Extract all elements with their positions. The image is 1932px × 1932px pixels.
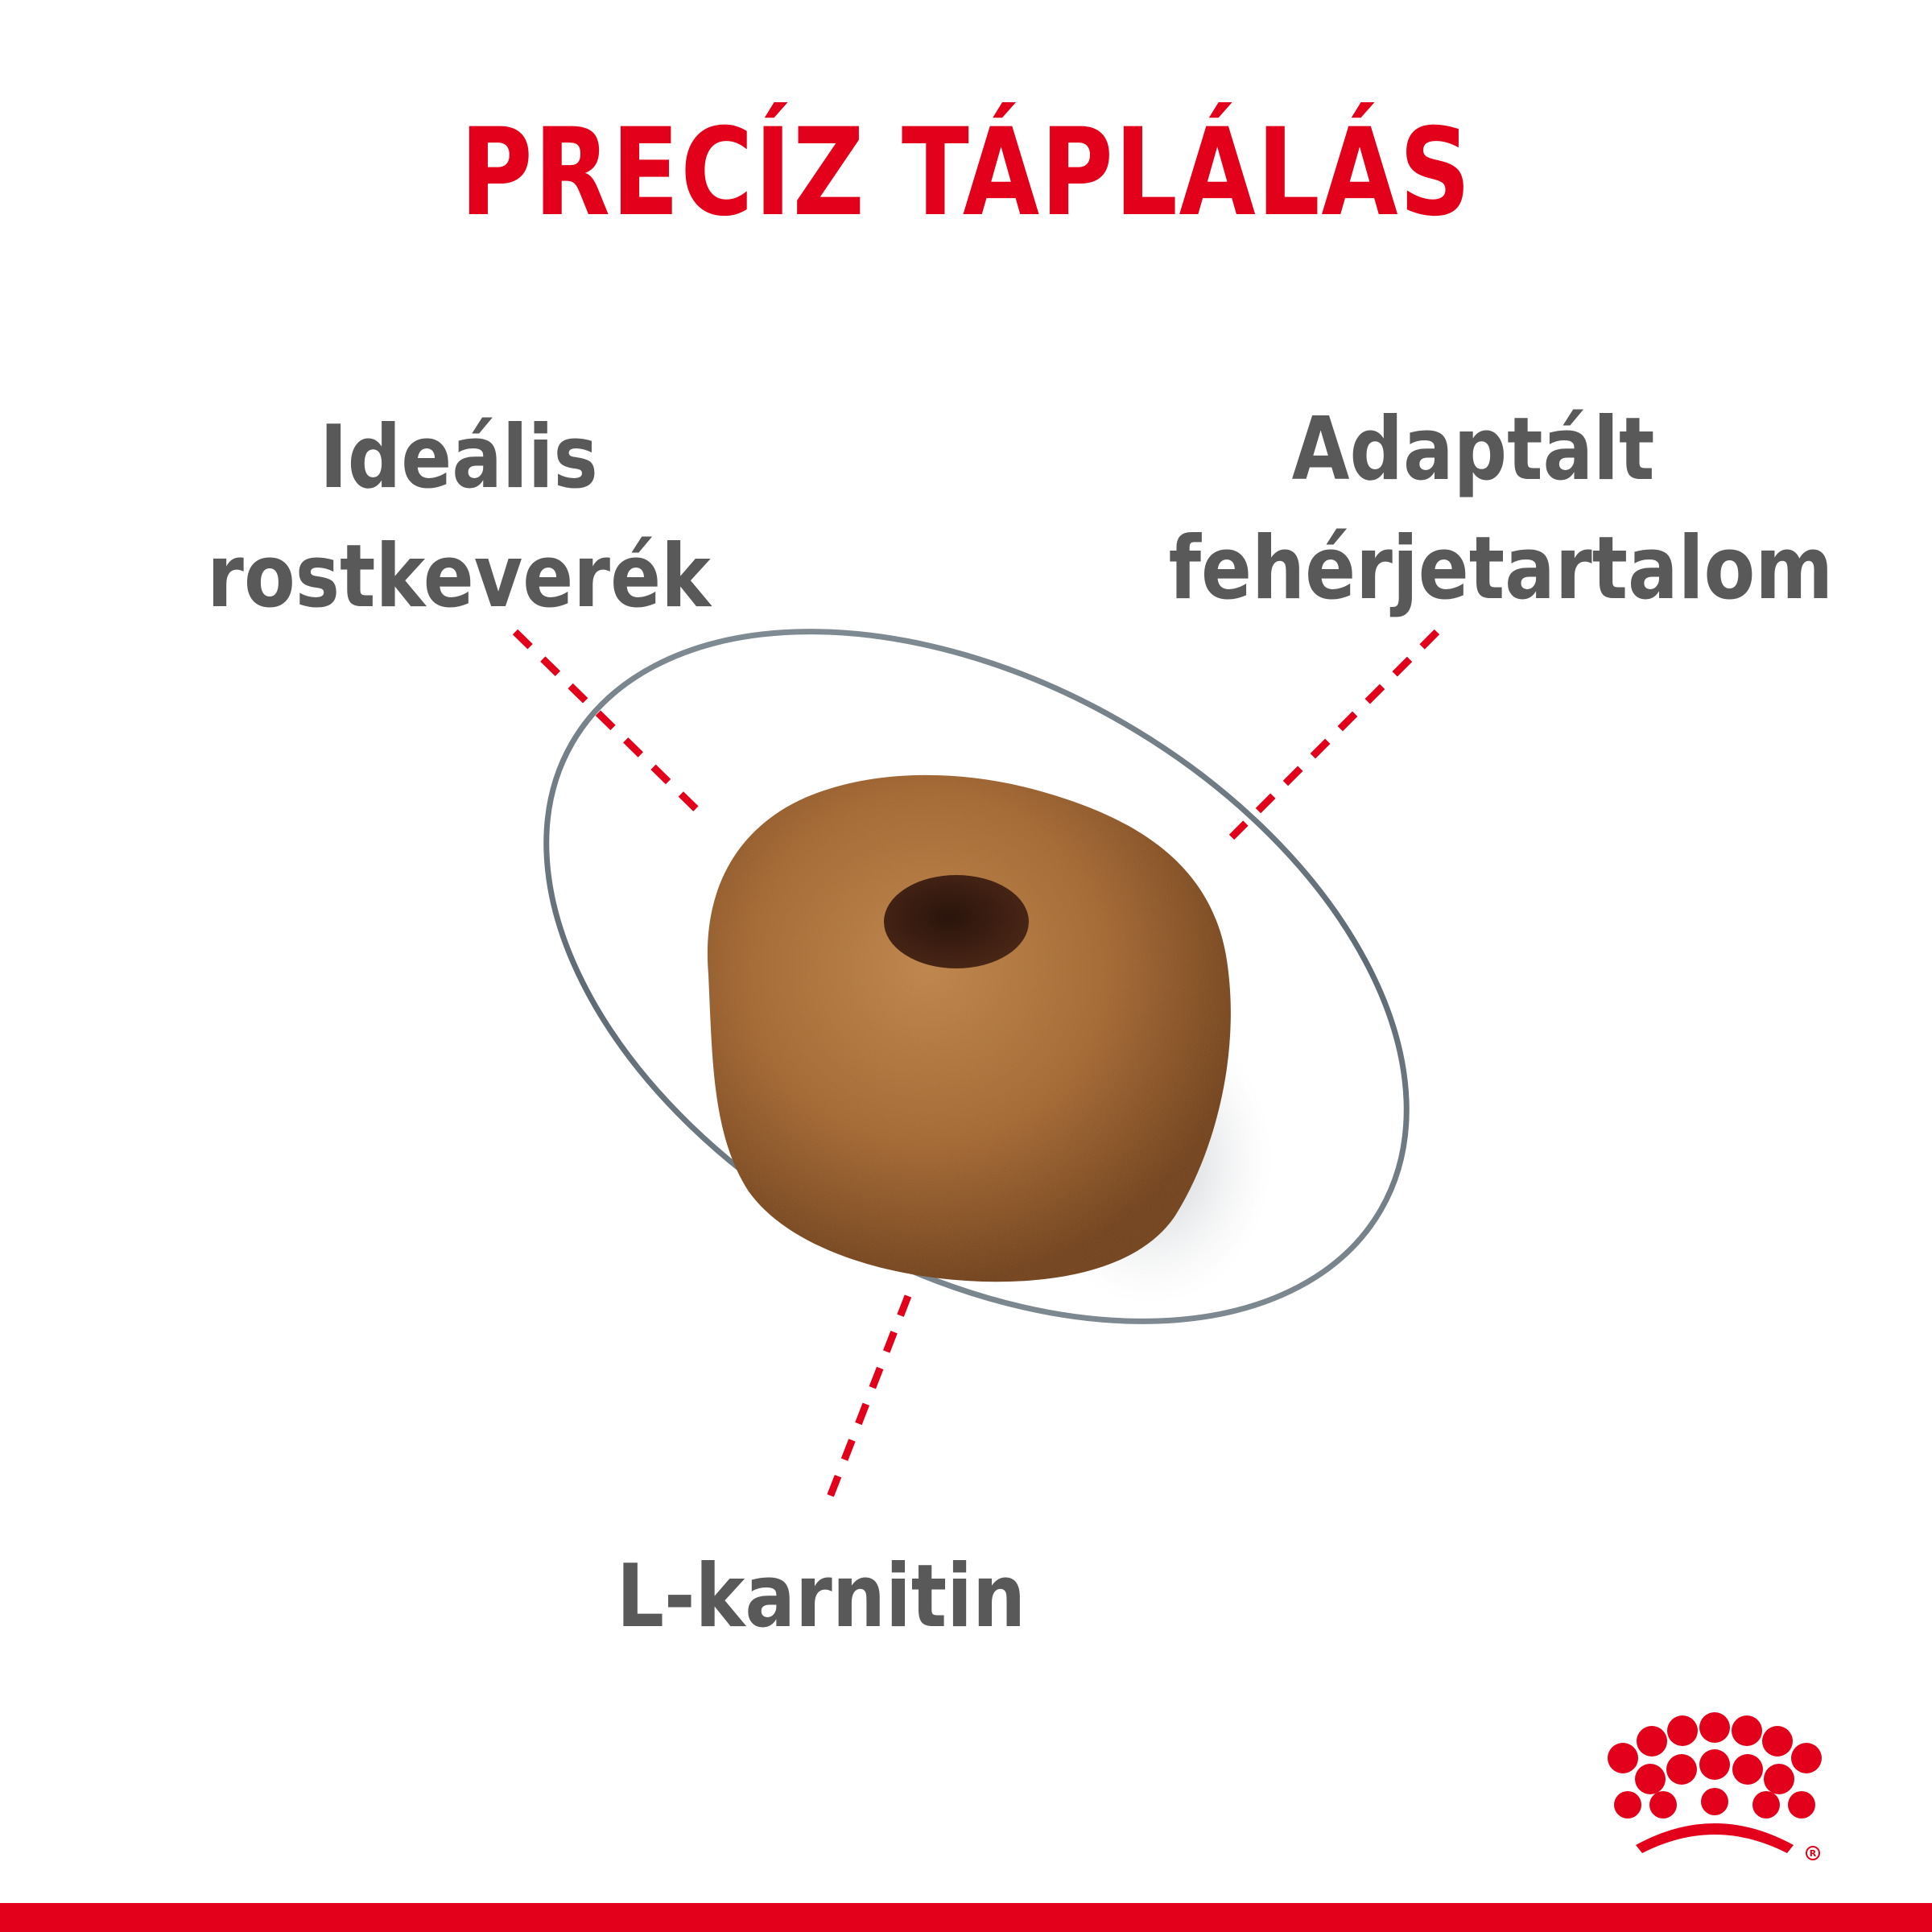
callout-l-carnitine-text: L-karnitin: [616, 1546, 1026, 1647]
page-title: PRECÍZ TÁPLÁLÁS: [460, 103, 1472, 243]
crown-logo-icon: [1586, 1707, 1843, 1864]
footer-bar: [0, 1903, 1932, 1932]
kibble-image: [708, 775, 1231, 1282]
callout-fiber-line2: rostkeverék: [207, 526, 711, 627]
callout-protein: [1168, 390, 1834, 629]
callout-fiber: [189, 398, 729, 637]
callout-protein-line2: fehérjetartalom: [1168, 518, 1834, 619]
callout-l-carnitine: [544, 1538, 1098, 1657]
connector-line-left: [515, 632, 704, 817]
callout-fiber-line1: Ideális: [320, 407, 598, 508]
connector-line-right: [1232, 632, 1437, 837]
connector-line-bottom: [825, 1296, 908, 1509]
kibble-hole: [884, 875, 1029, 968]
callout-protein-line1: Adaptált: [1291, 399, 1655, 500]
svg-text:R: R: [1809, 1848, 1817, 1859]
